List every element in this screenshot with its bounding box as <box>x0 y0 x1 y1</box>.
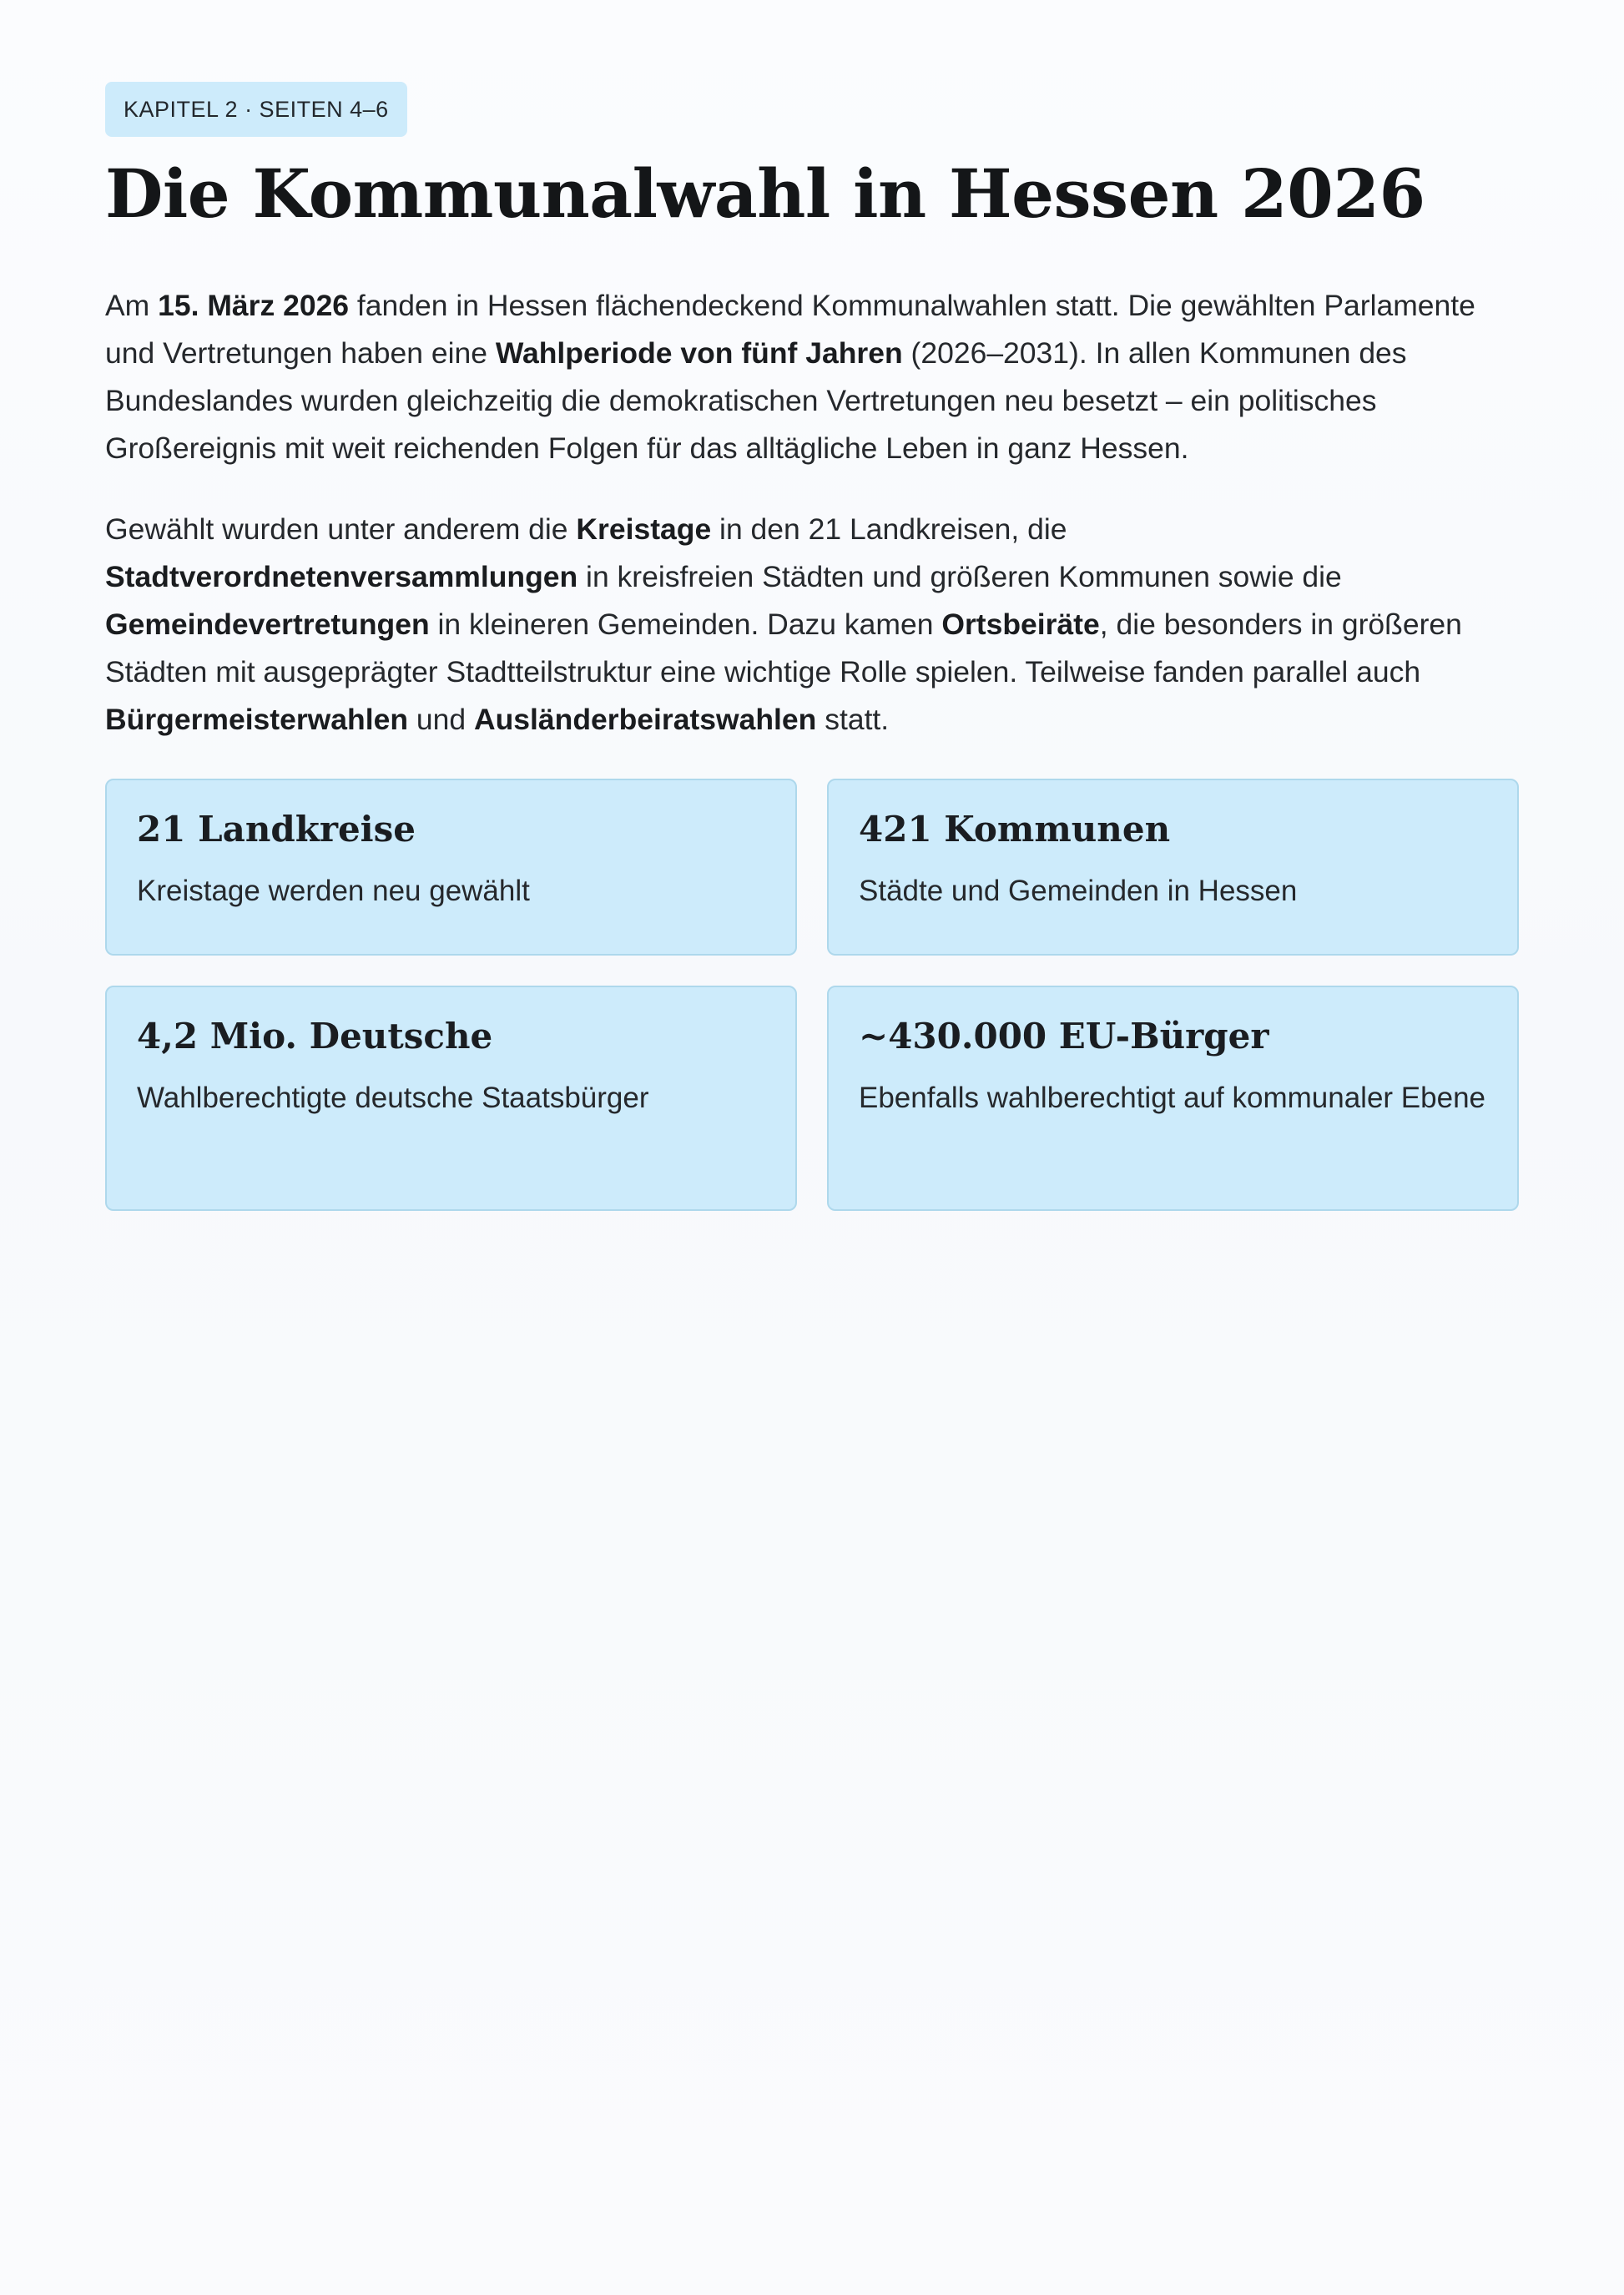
fact-card-title: 21 Landkreise <box>137 809 416 850</box>
fact-card-deutsche <box>105 986 797 1211</box>
intro-paragraph-1 <box>105 282 1519 472</box>
fact-cards <box>105 779 1519 1211</box>
body-text: fanden in Hessen flächendeckend Kommunalwahlen statt. Die gewählten Parlamente und Vertretungen haben eine <box>105 289 1475 370</box>
body-text: Gewählt wurden unter anderem die <box>105 512 577 546</box>
body-text: Am <box>105 289 159 322</box>
intro-paragraph-2 <box>105 506 1519 744</box>
emphasis-text: Gemeindevertretungen <box>105 608 430 641</box>
emphasis-text: Stadtverordnetenversammlungen <box>105 560 578 593</box>
fact-card-eu-buerger <box>827 986 1519 1211</box>
fact-card-kommunen <box>827 779 1519 956</box>
fact-card-title: 421 Kommunen <box>859 809 1171 850</box>
fact-card-text: Wahlberechtigte deutsche Staatsbürger <box>137 1082 649 1114</box>
body-text: (2026–2031). In allen Kommunen des Bundeslandes wurden gleichzeitig die demokratischen Vertretungen neu besetzt – ein politisches Großereignis mit weit reichenden Folgen für das alltägliche Leben in ganz Hessen. <box>105 336 1407 465</box>
document-page <box>105 82 1519 1211</box>
fact-card-text: Kreistage werden neu gewählt <box>137 875 530 907</box>
fact-card-landkreise <box>105 779 797 956</box>
fact-card-text: Ebenfalls wahlberechtigt auf kommunaler Ebene <box>859 1082 1485 1114</box>
emphasis-text: Ausländerbeiratswahlen <box>473 703 817 736</box>
emphasis-text: Ortsbeiräte <box>941 608 1100 641</box>
page-title: Die Kommunalwahl in Hessen 2026 <box>105 154 1425 233</box>
body-text: und <box>408 703 474 736</box>
emphasis-text: Kreistage <box>576 512 712 546</box>
fact-card-title: 4,2 Mio. Deutsche <box>137 1016 493 1057</box>
chapter-badge: KAPITEL 2 · SEITEN 4–6 <box>105 82 407 137</box>
fact-card-title: ~430.000 EU-Bürger <box>859 1016 1269 1057</box>
body-text: in kleineren Gemeinden. Dazu kamen <box>429 608 942 641</box>
emphasis-text: Bürgermeisterwahlen <box>105 703 409 736</box>
body-text: , die besonders in größeren Städten mit ausgeprägter Stadtteilstruktur eine wichtige Rolle spielen. Teilweise fanden parallel auch <box>105 608 1462 688</box>
body-text: statt. <box>816 703 890 736</box>
body-text: in kreisfreien Städten und größeren Kommunen sowie die <box>577 560 1342 593</box>
body-text: in den 21 Landkreisen, die <box>711 512 1067 546</box>
emphasis-text: Wahlperiode von fünf Jahren <box>495 336 903 370</box>
fact-card-text: Städte und Gemeinden in Hessen <box>859 875 1298 907</box>
emphasis-text: 15. März 2026 <box>158 289 350 322</box>
